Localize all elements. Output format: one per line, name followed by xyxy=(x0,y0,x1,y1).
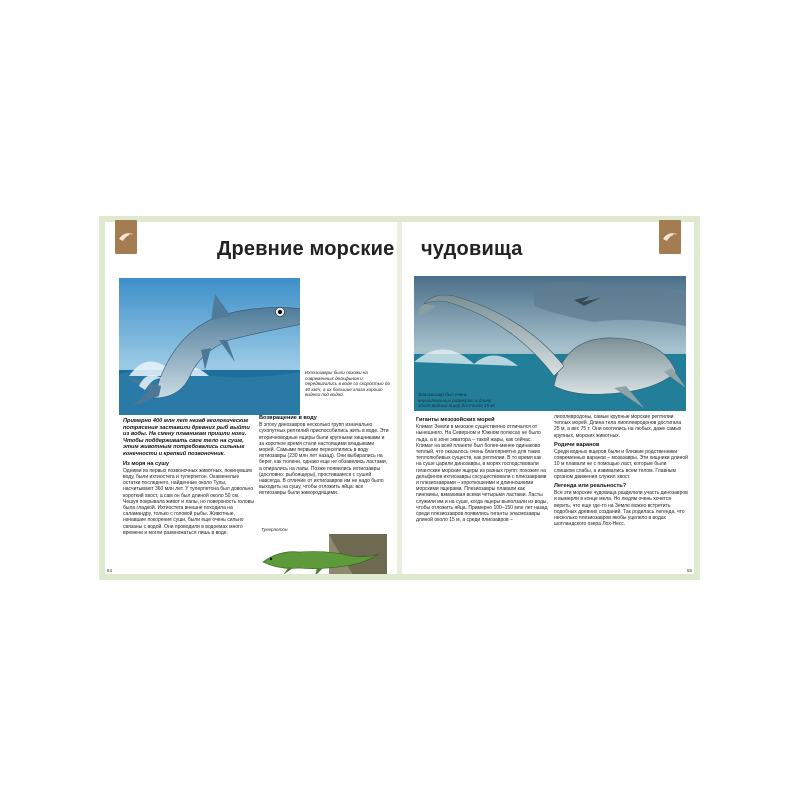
right-page xyxy=(402,222,694,574)
paragraph-giants: Климат Земли в мезозое существенно отличался от нынешнего. На Северном и Южном полюсах не было льда, а в зоне экватора – такой жары, как сейчас. Климат на всей планете был более-менее одинаково теплый, что оказалось очень благоприятно для таких теплолюбивых существ, как рептилии. В то время как на суше царили динозавры, в морях господствовали гигантские морские ящеры из разных групп: похожие на дельфинов ихтиозавры сосуществовали с плиозаврами и плезиозаврами – короткошеими и длинношеими морскими ящерами. Плезиозавры плавали как пингвины, взмахивая всеми четырьмя ластами. Ласты служили им и на суше, когда ящеры выползали из воды, чтобы отложить яйца. Примерно 100–150 млн лет назад среди плезиозавров появились гиганты эласмозавры длиной около 15 м, а среди плиозавров – xyxy=(416,424,548,524)
fossil-icon xyxy=(118,229,134,243)
paragraph-return: В эпоху динозавров несколько групп изначально сухопутных рептилий приспособились жить в воде. Эти вторичноводные ящеры были крупными хищниками и за короткое время стали настоящими владыками морей. Самыми первыми переселились в воду ихтиозавры (230 млн лет назад). Они выбирались на берег, как тюлени, однако еще не обзавелись ластами, а опирались на лапы. Позже появились ихтиозавры (дословно: рыбоящеры), простившиеся с сушей навсегда. В отличие от ихтиозавров им не надо было выходить на сушу, чтобы отложить яйца: все ихтиозавры были живородящими. xyxy=(259,422,389,497)
title-right: чудовища xyxy=(421,238,523,260)
left-column xyxy=(123,418,255,539)
paragraph-from-sea: Одними из первых позвоночных животных, покинувших воду, были ихтиостега и тулерпетон. Окаменелые остатки последнего, найденные около Тулы, насчитывают 360 млн лет. У тулерпетона был довольно короткий хвост, а сам он был длиной около 50 см. Чешуя покрывала живот и лапы, но поверхность головы была гладкой. Ихтиостега внешне походила на саламандру, только с головой рыбы. Животные, начавшие покорение суши, были еще очень сильно связаны с водой. Они проводили в водоемах много времени и могли размножаться лишь в воде. xyxy=(123,467,254,536)
heading-from-sea: Из моря на сушу xyxy=(123,460,170,467)
lead-paragraph: Примерно 400 млн лет назад геологические потрясения заставили древних рыб выйти из воды. На смену плавникам пришли ноги. Чтобы поддерживать свое тело на суше, этим животным потребовались сильные конечности и крепкий позвоночник. xyxy=(123,418,250,457)
left-page xyxy=(105,222,397,574)
page-number-left: 54 xyxy=(107,568,113,573)
tulerpeton-illustration xyxy=(259,534,387,574)
ichthyosaur-caption: Ихтиозавры были похожи на современных дельфинов и передвигались в воде со скоростью до 40 км/ч, а их большие глаза хорошо видели под водой. xyxy=(305,370,391,398)
heading-relatives: Родичи варанов xyxy=(554,441,600,448)
title-left: Древние морские xyxy=(217,238,395,260)
right-column-1 xyxy=(416,414,548,526)
tulerpeton-caption: Тулерпетон xyxy=(261,527,288,532)
right-column-2 xyxy=(554,414,688,530)
elasmosaur-caption: Эласмозавр был очень внушительных размеров: в длину этот водный ящер достигал 15 м! xyxy=(418,392,495,409)
paragraph-relatives: Среди водных ящеров были и близкие родственники современных варанов – мозазавры. Эти хищники длиной 10 м плавали не с помощью ласт, которые были слишком слабы, а извивались всем телом. Главным органом движения служил хвост. xyxy=(554,449,688,480)
page-number-right: 55 xyxy=(686,568,692,573)
middle-column xyxy=(259,412,389,500)
section-badge-left xyxy=(115,220,137,254)
section-badge-right xyxy=(659,220,681,254)
book-spread xyxy=(99,216,700,580)
ichthyosaur-illustration xyxy=(119,278,300,415)
fossil-icon xyxy=(662,229,678,243)
heading-legend: Легенда или реальность? xyxy=(554,483,627,490)
paragraph-legend: Все эти морские чудовища разделили участь динозавров и вымерли в конце мела. Но людям очень хочется верить, что еще где-то на Земле можно встретить подобных древних созданий. Так родилась легенда, что несколько плезиозавров якобы уцелело в водах шотландского озера Лох-Несс. xyxy=(554,490,688,528)
elasmosaur-illustration xyxy=(414,276,686,411)
heading-return: Возвращение в воду xyxy=(259,415,317,421)
heading-giants: Гиганты мезозойских морей xyxy=(416,417,495,423)
paragraph-giants-cont: лиоплевродоны, самые крупные морские рептилии теплых морей. Длина тела лиоплевродонов достигала 25 м, а вес 75 т. Они охотились на любых, даже самых крупных, морских животных. xyxy=(554,414,682,439)
